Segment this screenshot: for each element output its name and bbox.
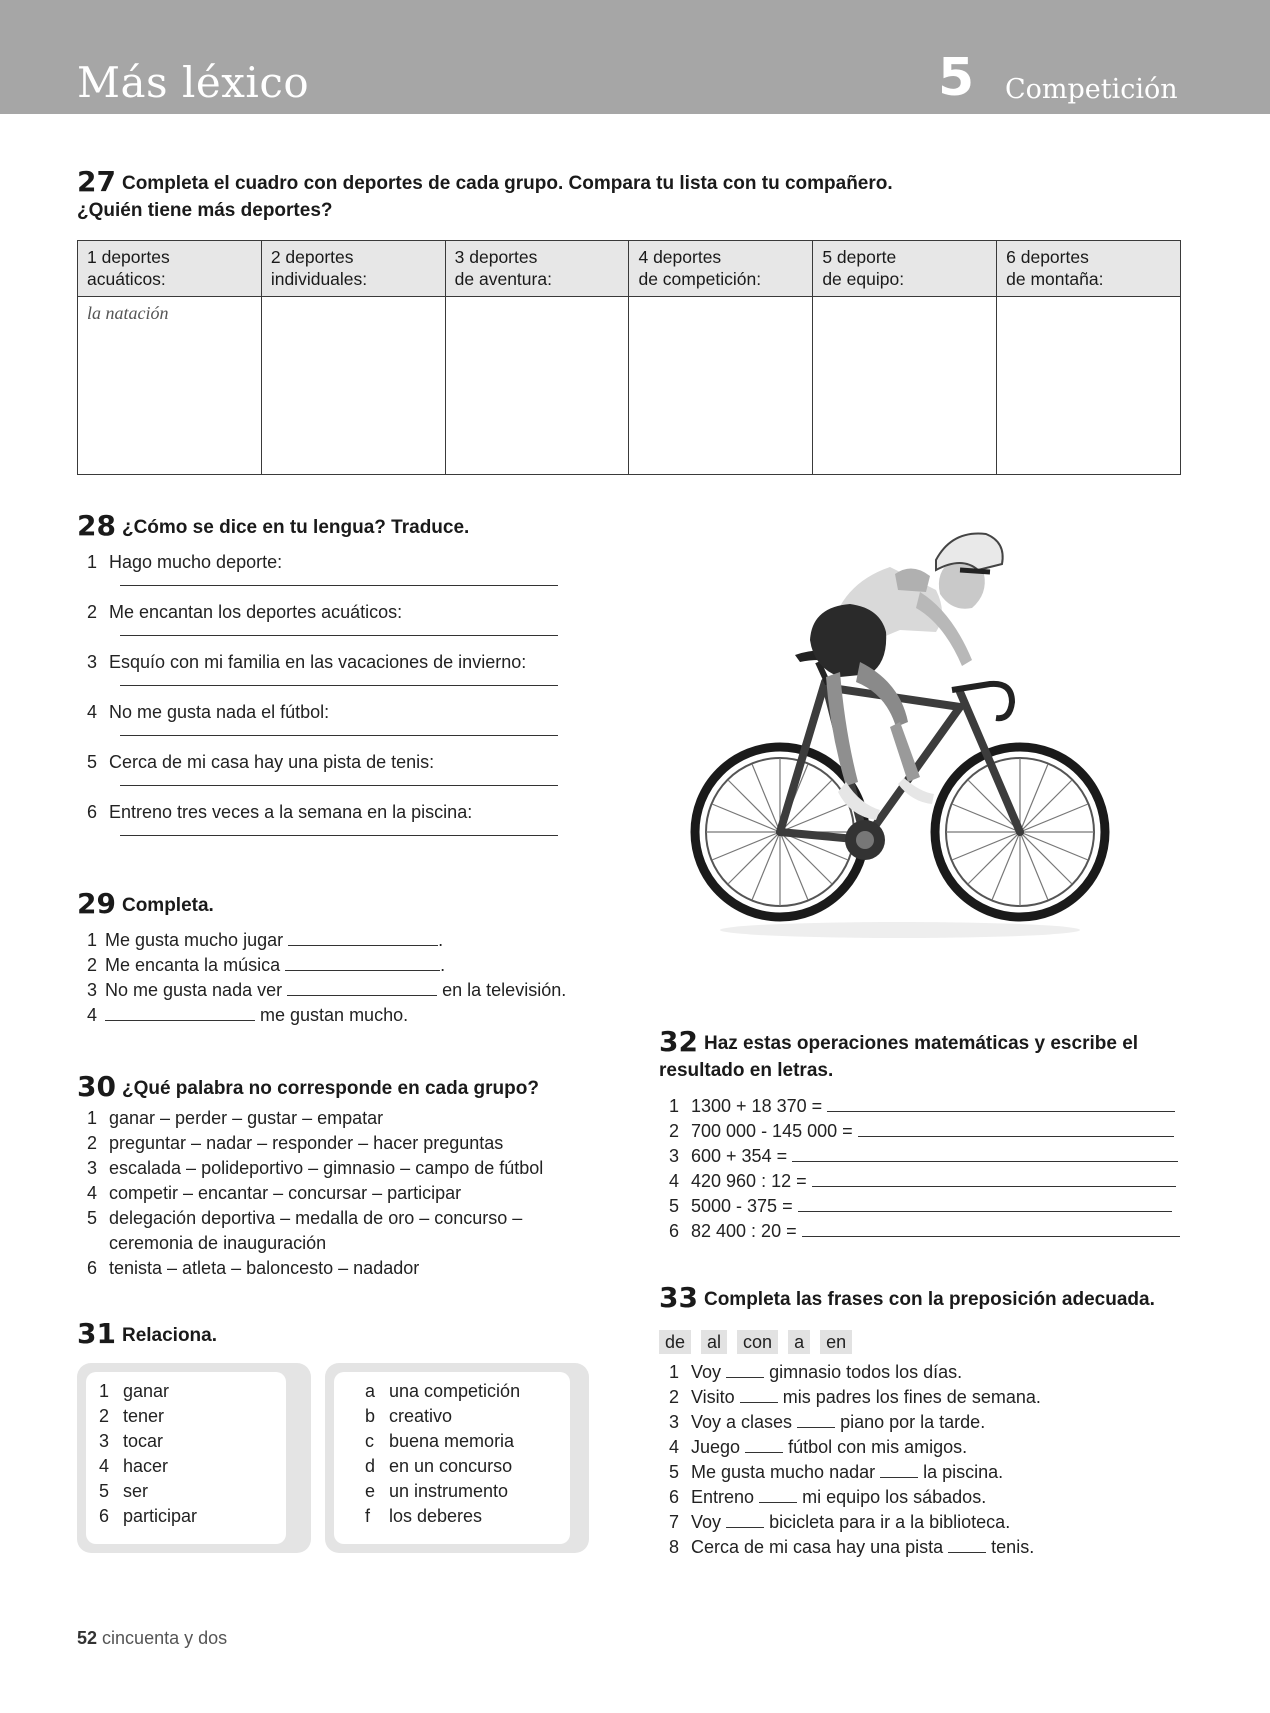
exercise-number: 31 <box>77 1317 116 1350</box>
list-item: 3 Esquío con mi familia en las vacaciones de invierno: <box>87 652 526 702</box>
answer-line[interactable] <box>802 1220 1180 1237</box>
exercise-31-heading <box>77 1317 218 1350</box>
table-row <box>78 297 1181 475</box>
preposition-tag[interactable]: a <box>788 1330 810 1354</box>
exercise-instruction: Haz estas operaciones matemáticas y escribe el <box>703 1033 1139 1054</box>
match-panel-left <box>77 1363 311 1553</box>
list-item[interactable]: 3 tocar <box>99 1431 164 1451</box>
list-item: 3 Voy a clases piano por la tarde. <box>669 1412 986 1432</box>
answer-blank[interactable] <box>285 954 440 971</box>
column-header: 3 deportes de aventura: <box>445 241 629 297</box>
exercise-instruction: ¿Qué palabra no corresponde en cada grupo? <box>121 1078 539 1099</box>
answer-line[interactable] <box>120 635 558 636</box>
list-item: 6 Entreno tres veces a la semana en la piscina: <box>87 802 526 852</box>
answer-line[interactable] <box>798 1195 1172 1212</box>
math-list <box>669 1094 1180 1244</box>
answer-line[interactable] <box>120 785 558 786</box>
list-item: 6 82 400 : 20 = <box>669 1219 1180 1244</box>
answer-cell[interactable] <box>629 297 813 475</box>
list-item: 3 600 + 354 = <box>669 1144 1180 1169</box>
answer-blank[interactable] <box>759 1486 797 1503</box>
list-item: 5 Cerca de mi casa hay una pista de tenis: <box>87 752 526 802</box>
answer-line[interactable] <box>120 585 558 586</box>
answer-line[interactable] <box>120 835 558 836</box>
exercise-number: 32 <box>659 1025 698 1058</box>
list-item: 6 Entreno mi equipo los sábados. <box>669 1487 987 1507</box>
unit-number: 5 <box>938 48 975 108</box>
list-item: 2 Me encanta la música . <box>87 955 446 975</box>
column-header: 6 deportes de montaña: <box>997 241 1181 297</box>
answer-blank[interactable] <box>288 929 438 946</box>
answer-cell[interactable] <box>261 297 445 475</box>
page-header <box>0 0 1270 114</box>
column-header: 4 deportes de competición: <box>629 241 813 297</box>
preposition-tag[interactable]: con <box>737 1330 778 1354</box>
list-item[interactable]: 6 participar <box>99 1506 198 1526</box>
page-footer <box>77 1628 227 1649</box>
list-item[interactable]: 2 tener <box>99 1406 165 1426</box>
translation-list <box>87 552 526 852</box>
odd-one-out-list <box>87 1106 543 1281</box>
list-item: 4 me gustan mucho. <box>87 1005 409 1025</box>
exercise-instruction: Completa el cuadro con deportes de cada grupo. Compara tu lista con tu compañero. <box>121 173 893 194</box>
preposition-bank <box>659 1330 862 1354</box>
answer-cell[interactable]: la natación <box>78 297 262 475</box>
answer-blank[interactable] <box>880 1461 918 1478</box>
answer-blank[interactable] <box>948 1536 986 1553</box>
answer-cell[interactable] <box>997 297 1181 475</box>
list-item[interactable]: 4 hacer <box>99 1456 169 1476</box>
list-item[interactable]: 5 ser <box>99 1481 149 1501</box>
answer-blank[interactable] <box>105 1004 255 1021</box>
exercise-instruction: resultado en letras. <box>659 1060 834 1081</box>
list-item: 1 Voy gimnasio todos los días. <box>669 1362 963 1382</box>
list-item: 3 escalada – polideportivo – gimnasio – campo de fútbol <box>87 1158 544 1178</box>
answer-cell[interactable] <box>445 297 629 475</box>
exercise-instruction: ¿Quién tiene más deportes? <box>77 200 333 221</box>
answer-blank[interactable] <box>287 979 437 996</box>
column-header: 1 deportes acuáticos: <box>78 241 262 297</box>
list-item: 2 Visito mis padres los fines de semana. <box>669 1387 1041 1407</box>
column-header: 2 deportes individuales: <box>261 241 445 297</box>
exercise-30-heading <box>77 1070 539 1103</box>
list-item: 5 Me gusta mucho nadar la piscina. <box>669 1462 1004 1482</box>
list-item: 1 1300 + 18 370 = <box>669 1094 1180 1119</box>
answer-line[interactable] <box>827 1095 1175 1112</box>
section-title: Más léxico <box>77 58 310 107</box>
column-header: 5 deporte de equipo: <box>813 241 997 297</box>
exercise-32-heading <box>659 1025 1139 1084</box>
list-item[interactable]: a una competición <box>365 1381 521 1401</box>
list-item: 4 competir – encantar – concursar – participar <box>87 1183 462 1203</box>
list-item: 6 tenista – atleta – baloncesto – nadador <box>87 1258 420 1278</box>
list-item[interactable]: f los deberes <box>365 1506 483 1526</box>
answer-line[interactable] <box>792 1145 1178 1162</box>
preposition-list <box>669 1360 1041 1560</box>
exercise-instruction: ¿Cómo se dice en tu lengua? Traduce. <box>121 517 470 538</box>
page-number: 52 <box>77 1628 98 1648</box>
exercise-29-heading <box>77 887 214 920</box>
list-item: 3 No me gusta nada ver en la televisión. <box>87 980 567 1000</box>
list-item[interactable]: e un instrumento <box>365 1481 509 1501</box>
list-item[interactable]: d en un concurso <box>365 1456 513 1476</box>
answer-line[interactable] <box>858 1120 1174 1137</box>
list-item: 2 700 000 - 145 000 = <box>669 1119 1180 1144</box>
answer-line[interactable] <box>120 735 558 736</box>
list-item: 4 No me gusta nada el fútbol: <box>87 702 526 752</box>
list-item: 4 Juego fútbol con mis amigos. <box>669 1437 968 1457</box>
completion-list <box>87 928 566 1028</box>
exercise-number: 27 <box>77 165 116 198</box>
list-item[interactable]: b creativo <box>365 1406 453 1426</box>
answer-blank[interactable] <box>740 1386 778 1403</box>
answer-blank[interactable] <box>726 1511 764 1528</box>
exercise-27-heading <box>77 165 893 224</box>
list-item: 5 5000 - 375 = <box>669 1194 1180 1219</box>
exercise-instruction: Relaciona. <box>121 1325 218 1346</box>
unit-name: Competición <box>1005 74 1178 105</box>
match-panel-right <box>325 1363 589 1553</box>
preposition-tag[interactable]: al <box>701 1330 727 1354</box>
answer-line[interactable] <box>812 1170 1176 1187</box>
page-number-words: cincuenta y dos <box>102 1628 228 1648</box>
list-item[interactable]: c buena memoria <box>365 1431 515 1451</box>
exercise-28-heading <box>77 509 470 542</box>
list-item: 8 Cerca de mi casa hay una pista tenis. <box>669 1537 1035 1557</box>
answer-cell[interactable] <box>813 297 997 475</box>
exercise-number: 30 <box>77 1070 116 1103</box>
list-item: 7 Voy bicicleta para ir a la biblioteca. <box>669 1512 1011 1532</box>
exercise-number: 29 <box>77 887 116 920</box>
table-header-row <box>78 241 1181 297</box>
match-list-left <box>99 1381 197 1531</box>
list-item: 2 Me encantan los deportes acuáticos: <box>87 602 526 652</box>
exercise-33-heading <box>659 1281 1155 1314</box>
exercise-instruction: Completa. <box>121 895 214 916</box>
list-item: 4 420 960 : 12 = <box>669 1169 1180 1194</box>
list-item: 5 delegación deportiva – medalla de oro – concurso – ceremonia de inauguración <box>87 1208 523 1253</box>
preposition-tag[interactable]: de <box>659 1330 691 1354</box>
answer-line[interactable] <box>120 685 558 686</box>
answer-blank[interactable] <box>745 1436 783 1453</box>
match-list-right <box>365 1381 520 1531</box>
answer-blank[interactable] <box>797 1411 835 1428</box>
list-item: 2 preguntar – nadar – responder – hacer preguntas <box>87 1133 504 1153</box>
list-item: 1 ganar – perder – gustar – empatar <box>87 1108 384 1128</box>
list-item: 1 Me gusta mucho jugar . <box>87 930 444 950</box>
exercise-number: 28 <box>77 509 116 542</box>
preposition-tag[interactable]: en <box>820 1330 852 1354</box>
sports-table <box>77 240 1181 475</box>
exercise-number: 33 <box>659 1281 698 1314</box>
list-item: 1 Hago mucho deporte: <box>87 552 526 602</box>
list-item[interactable]: 1 ganar <box>99 1381 170 1401</box>
answer-blank[interactable] <box>726 1361 764 1378</box>
exercise-instruction: Completa las frases con la preposición adecuada. <box>703 1289 1155 1310</box>
cyclist-illustration <box>690 512 1110 942</box>
